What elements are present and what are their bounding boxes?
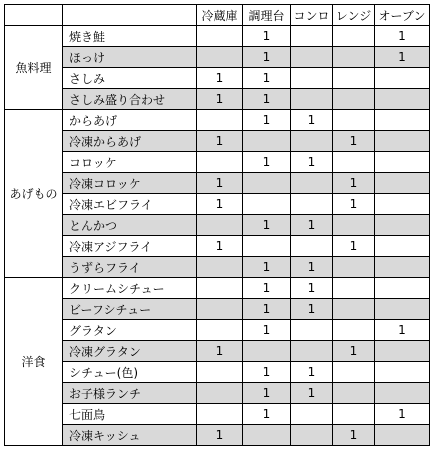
table-row xyxy=(5,26,430,47)
value-cell xyxy=(375,236,430,257)
item-name-cell: クリームシチュー xyxy=(63,278,197,299)
value-cell: 1 xyxy=(375,320,430,341)
table-row xyxy=(5,215,430,236)
value-cell: 1 xyxy=(375,404,430,425)
value-cell: 1 xyxy=(197,131,243,152)
value-cell: 1 xyxy=(243,110,291,131)
value-cell: 1 xyxy=(197,173,243,194)
value-cell: 1 xyxy=(243,89,291,110)
table-body xyxy=(5,26,430,446)
value-cell xyxy=(375,362,430,383)
value-cell xyxy=(291,68,333,89)
value-cell xyxy=(197,404,243,425)
value-cell xyxy=(291,173,333,194)
value-cell xyxy=(333,26,375,47)
value-cell xyxy=(375,215,430,236)
value-cell: 1 xyxy=(197,194,243,215)
header-corner-category xyxy=(5,5,63,26)
value-cell xyxy=(375,299,430,320)
value-cell xyxy=(333,278,375,299)
value-cell xyxy=(291,404,333,425)
category-cell: 魚料理 xyxy=(5,26,63,110)
value-cell xyxy=(375,194,430,215)
item-name-cell: うずらフライ xyxy=(63,257,197,278)
table-row xyxy=(5,257,430,278)
table-row xyxy=(5,131,430,152)
item-name-cell: 冷凍アジフライ xyxy=(63,236,197,257)
table-row xyxy=(5,173,430,194)
item-name-cell: 冷凍エビフライ xyxy=(63,194,197,215)
value-cell xyxy=(333,110,375,131)
value-cell: 1 xyxy=(291,299,333,320)
value-cell xyxy=(291,425,333,446)
table-row xyxy=(5,425,430,446)
value-cell xyxy=(291,26,333,47)
value-cell: 1 xyxy=(197,68,243,89)
value-cell: 1 xyxy=(291,362,333,383)
header-corner-item xyxy=(63,5,197,26)
table-row xyxy=(5,404,430,425)
value-cell: 1 xyxy=(243,215,291,236)
table-row xyxy=(5,47,430,68)
value-cell xyxy=(375,383,430,404)
item-name-cell: ほっけ xyxy=(63,47,197,68)
value-cell xyxy=(333,383,375,404)
item-name-cell: さしみ盛り合わせ xyxy=(63,89,197,110)
value-cell xyxy=(197,320,243,341)
value-cell xyxy=(197,47,243,68)
value-cell: 1 xyxy=(375,26,430,47)
value-cell xyxy=(375,278,430,299)
value-cell xyxy=(375,425,430,446)
value-cell: 1 xyxy=(243,404,291,425)
value-cell xyxy=(333,257,375,278)
value-cell: 1 xyxy=(291,257,333,278)
value-cell: 1 xyxy=(291,110,333,131)
value-cell xyxy=(197,278,243,299)
item-name-cell: グラタン xyxy=(63,320,197,341)
value-cell xyxy=(197,152,243,173)
value-cell xyxy=(291,236,333,257)
value-cell xyxy=(197,383,243,404)
item-name-cell: お子様ランチ xyxy=(63,383,197,404)
value-cell: 1 xyxy=(243,278,291,299)
value-cell: 1 xyxy=(197,89,243,110)
value-cell: 1 xyxy=(333,131,375,152)
value-cell xyxy=(291,47,333,68)
item-name-cell: 焼き鮭 xyxy=(63,26,197,47)
value-cell: 1 xyxy=(333,194,375,215)
value-cell: 1 xyxy=(375,47,430,68)
value-cell: 1 xyxy=(197,236,243,257)
value-cell: 1 xyxy=(243,68,291,89)
value-cell: 1 xyxy=(243,299,291,320)
column-header: 調理台 xyxy=(243,5,291,26)
value-cell: 1 xyxy=(243,257,291,278)
value-cell xyxy=(243,341,291,362)
recipe-equipment-table xyxy=(4,4,430,446)
item-name-cell: 冷凍コロッケ xyxy=(63,173,197,194)
value-cell: 1 xyxy=(333,173,375,194)
value-cell xyxy=(197,26,243,47)
value-cell xyxy=(291,89,333,110)
category-cell: 洋食 xyxy=(5,278,63,446)
value-cell: 1 xyxy=(333,236,375,257)
column-header: 冷蔵庫 xyxy=(197,5,243,26)
item-name-cell: とんかつ xyxy=(63,215,197,236)
value-cell xyxy=(291,131,333,152)
column-header: コンロ xyxy=(291,5,333,26)
value-cell xyxy=(333,362,375,383)
value-cell xyxy=(375,152,430,173)
category-cell: あげもの xyxy=(5,110,63,278)
column-header: レンジ xyxy=(333,5,375,26)
value-cell xyxy=(243,131,291,152)
value-cell xyxy=(197,257,243,278)
value-cell: 1 xyxy=(243,47,291,68)
value-cell xyxy=(333,404,375,425)
table-container xyxy=(4,4,430,446)
value-cell: 1 xyxy=(243,26,291,47)
value-cell xyxy=(333,215,375,236)
table-row xyxy=(5,341,430,362)
value-cell: 1 xyxy=(291,152,333,173)
item-name-cell: コロッケ xyxy=(63,152,197,173)
item-name-cell: 冷凍からあげ xyxy=(63,131,197,152)
value-cell: 1 xyxy=(243,152,291,173)
value-cell xyxy=(375,89,430,110)
value-cell xyxy=(243,236,291,257)
item-name-cell: 冷凍グラタン xyxy=(63,341,197,362)
value-cell xyxy=(333,152,375,173)
value-cell xyxy=(197,215,243,236)
item-name-cell: さしみ xyxy=(63,68,197,89)
table-row xyxy=(5,152,430,173)
value-cell xyxy=(375,110,430,131)
table-row xyxy=(5,320,430,341)
value-cell: 1 xyxy=(197,425,243,446)
table-row xyxy=(5,362,430,383)
value-cell xyxy=(333,320,375,341)
value-cell: 1 xyxy=(243,362,291,383)
value-cell xyxy=(333,68,375,89)
value-cell xyxy=(375,68,430,89)
value-cell xyxy=(291,320,333,341)
table-row xyxy=(5,89,430,110)
item-name-cell: 冷凍キッシュ xyxy=(63,425,197,446)
table-row xyxy=(5,68,430,89)
value-cell xyxy=(333,299,375,320)
value-cell xyxy=(243,194,291,215)
table-row xyxy=(5,194,430,215)
value-cell xyxy=(333,47,375,68)
value-cell: 1 xyxy=(333,425,375,446)
item-name-cell: シチュー(色) xyxy=(63,362,197,383)
value-cell: 1 xyxy=(243,320,291,341)
value-cell: 1 xyxy=(197,341,243,362)
value-cell xyxy=(291,341,333,362)
item-name-cell: からあげ xyxy=(63,110,197,131)
value-cell xyxy=(333,89,375,110)
value-cell xyxy=(243,425,291,446)
value-cell xyxy=(197,110,243,131)
value-cell: 1 xyxy=(333,341,375,362)
table-row xyxy=(5,299,430,320)
table-row xyxy=(5,110,430,131)
value-cell: 1 xyxy=(291,278,333,299)
value-cell xyxy=(375,341,430,362)
value-cell xyxy=(197,299,243,320)
table-row xyxy=(5,383,430,404)
value-cell: 1 xyxy=(243,383,291,404)
value-cell xyxy=(375,131,430,152)
value-cell xyxy=(375,173,430,194)
table-row xyxy=(5,278,430,299)
value-cell xyxy=(291,194,333,215)
value-cell xyxy=(375,257,430,278)
table-row xyxy=(5,236,430,257)
value-cell: 1 xyxy=(291,383,333,404)
value-cell xyxy=(243,173,291,194)
column-header: オーブン xyxy=(375,5,430,26)
value-cell xyxy=(197,362,243,383)
value-cell: 1 xyxy=(291,215,333,236)
item-name-cell: ビーフシチュー xyxy=(63,299,197,320)
item-name-cell: 七面鳥 xyxy=(63,404,197,425)
header-row xyxy=(5,5,430,26)
